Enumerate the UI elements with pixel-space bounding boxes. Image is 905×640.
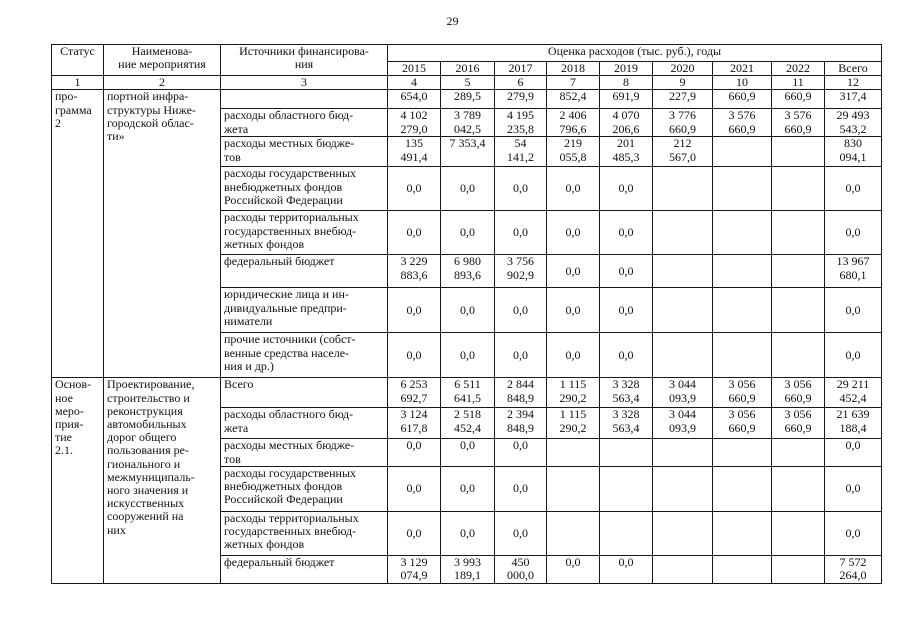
table-row	[52, 378, 882, 408]
status-cell: Основ- ное меро- прия- тие 2.1.	[52, 378, 104, 583]
value-cell: 3 044 093,9	[653, 408, 713, 439]
value-cell	[547, 439, 600, 466]
header-year-7: 2021	[713, 62, 772, 76]
value-cell	[772, 466, 825, 511]
funding-source-cell: расходы областного бюд- жета	[221, 109, 388, 137]
column-number-8: 8	[600, 76, 653, 90]
header-year-9: Всего	[825, 62, 882, 76]
value-cell	[713, 333, 772, 378]
value-cell: 3 993 189,1	[441, 555, 495, 583]
value-cell: 0,0	[495, 511, 547, 555]
value-cell	[547, 511, 600, 555]
funding-source-cell: расходы государственных внебюджетных фондов Российской Федерации	[221, 167, 388, 211]
value-cell: 0,0	[441, 167, 495, 211]
value-cell: 7 353,4	[441, 137, 495, 167]
value-cell: 3 789 042,5	[441, 109, 495, 137]
value-cell: 2 406 796,6	[547, 109, 600, 137]
column-number-4: 4	[388, 76, 441, 90]
value-cell: 0,0	[388, 511, 441, 555]
value-cell: 0,0	[825, 211, 882, 255]
value-cell	[772, 439, 825, 466]
value-cell	[713, 555, 772, 583]
value-cell: 212 567,0	[653, 137, 713, 167]
funding-source-cell: юридические лица и ин- дивидуальные предпри- ниматели	[221, 288, 388, 333]
header-status: Статус	[52, 45, 104, 76]
header-year-4: 2018	[547, 62, 600, 76]
value-cell: 3 056 660,9	[772, 378, 825, 408]
value-cell: 0,0	[825, 439, 882, 466]
value-cell: 0,0	[547, 211, 600, 255]
value-cell: 3 056 660,9	[772, 408, 825, 439]
value-cell	[772, 511, 825, 555]
funding-source-cell: расходы областного бюд- жета	[221, 408, 388, 439]
value-cell	[653, 511, 713, 555]
value-cell: 0,0	[441, 333, 495, 378]
event-name-cell: портной инфра- структуры Ниже- городской облас- ти»	[104, 90, 221, 378]
value-cell: 0,0	[825, 333, 882, 378]
column-number-2: 2	[104, 76, 221, 90]
value-cell: 29 493 543,2	[825, 109, 882, 137]
column-number-12: 12	[825, 76, 882, 90]
value-cell: 0,0	[441, 288, 495, 333]
funding-source-cell: расходы местных бюдже- тов	[221, 439, 388, 466]
page-number: 29	[446, 14, 459, 28]
value-cell: 3 576 660,9	[772, 109, 825, 137]
value-cell	[772, 255, 825, 288]
value-cell: 691,9	[600, 90, 653, 109]
value-cell: 4 070 206,6	[600, 109, 653, 137]
value-cell: 3 229 883,6	[388, 255, 441, 288]
header-estimate: Оценка расходов (тыс. руб.), годы	[388, 45, 882, 62]
column-number-11: 11	[772, 76, 825, 90]
value-cell: 0,0	[825, 167, 882, 211]
value-cell: 3 576 660,9	[713, 109, 772, 137]
value-cell: 3 756 902,9	[495, 255, 547, 288]
funding-source-cell: прочие источники (собст- венные средства населе- ния и др.)	[221, 333, 388, 378]
value-cell: 0,0	[825, 511, 882, 555]
funding-source-cell: расходы местных бюдже- тов	[221, 137, 388, 167]
value-cell: 0,0	[547, 555, 600, 583]
value-cell: 0,0	[600, 255, 653, 288]
value-cell: 29 211 452,4	[825, 378, 882, 408]
value-cell: 1 115 290,2	[547, 408, 600, 439]
value-cell	[653, 167, 713, 211]
value-cell: 0,0	[388, 466, 441, 511]
value-cell	[600, 439, 653, 466]
value-cell: 3 044 093,9	[653, 378, 713, 408]
value-cell	[713, 466, 772, 511]
value-cell: 3 056 660,9	[713, 378, 772, 408]
value-cell: 0,0	[600, 288, 653, 333]
value-cell	[713, 439, 772, 466]
value-cell: 654,0	[388, 90, 441, 109]
value-cell: 0,0	[547, 333, 600, 378]
value-cell: 2 518 452,4	[441, 408, 495, 439]
value-cell	[653, 211, 713, 255]
value-cell: 13 967 680,1	[825, 255, 882, 288]
value-cell: 0,0	[547, 288, 600, 333]
value-cell: 450 000,0	[495, 555, 547, 583]
event-name-cell: Проектирование, строительство и реконструкция автомобильных дорог общего пользования ре- гионального и межмуниципаль- ного значения и искусственных сооружений на них	[104, 378, 221, 583]
value-cell: 219 055,8	[547, 137, 600, 167]
value-cell: 0,0	[495, 466, 547, 511]
header-col-numbers-row	[52, 76, 882, 90]
header-year-6: 2020	[653, 62, 713, 76]
value-cell: 0,0	[441, 511, 495, 555]
value-cell	[713, 255, 772, 288]
value-cell	[600, 511, 653, 555]
value-cell: 0,0	[600, 211, 653, 255]
value-cell	[772, 555, 825, 583]
column-number-6: 6	[495, 76, 547, 90]
value-cell: 830 094,1	[825, 137, 882, 167]
value-cell: 201 485,3	[600, 137, 653, 167]
value-cell: 0,0	[388, 288, 441, 333]
header-year-1: 2015	[388, 62, 441, 76]
value-cell: 0,0	[388, 211, 441, 255]
value-cell: 0,0	[600, 333, 653, 378]
value-cell	[653, 555, 713, 583]
value-cell: 3 124 617,8	[388, 408, 441, 439]
budget-table	[51, 44, 882, 584]
value-cell	[653, 288, 713, 333]
value-cell: 0,0	[547, 167, 600, 211]
value-cell	[600, 466, 653, 511]
value-cell	[653, 466, 713, 511]
value-cell: 852,4	[547, 90, 600, 109]
value-cell	[713, 137, 772, 167]
value-cell: 0,0	[825, 288, 882, 333]
funding-source-cell: федеральный бюджет	[221, 255, 388, 288]
table-row	[52, 90, 882, 109]
value-cell: 317,4	[825, 90, 882, 109]
value-cell: 0,0	[547, 255, 600, 288]
value-cell: 279,9	[495, 90, 547, 109]
value-cell: 54 141,2	[495, 137, 547, 167]
value-cell	[713, 167, 772, 211]
value-cell: 135 491,4	[388, 137, 441, 167]
value-cell: 7 572 264,0	[825, 555, 882, 583]
value-cell	[772, 288, 825, 333]
funding-source-cell: расходы государственных внебюджетных фондов Российской Федерации	[221, 466, 388, 511]
funding-source-cell: расходы территориальных государственных внебюд- жетных фондов	[221, 211, 388, 255]
value-cell	[653, 333, 713, 378]
value-cell: 0,0	[441, 466, 495, 511]
column-number-1: 1	[52, 76, 104, 90]
value-cell: 0,0	[388, 439, 441, 466]
value-cell	[653, 255, 713, 288]
value-cell	[713, 211, 772, 255]
value-cell: 2 394 848,9	[495, 408, 547, 439]
value-cell: 0,0	[495, 211, 547, 255]
value-cell: 0,0	[388, 333, 441, 378]
value-cell: 1 115 290,2	[547, 378, 600, 408]
value-cell: 3 328 563,4	[600, 378, 653, 408]
value-cell	[772, 167, 825, 211]
column-number-5: 5	[441, 76, 495, 90]
value-cell: 0,0	[495, 288, 547, 333]
status-cell: про- грамма 2	[52, 90, 104, 378]
value-cell	[713, 288, 772, 333]
value-cell: 2 844 848,9	[495, 378, 547, 408]
value-cell: 6 511 641,5	[441, 378, 495, 408]
value-cell: 4 195 235,8	[495, 109, 547, 137]
value-cell: 0,0	[388, 167, 441, 211]
column-number-7: 7	[547, 76, 600, 90]
value-cell	[547, 466, 600, 511]
value-cell: 227,9	[653, 90, 713, 109]
value-cell: 21 639 188,4	[825, 408, 882, 439]
column-number-9: 9	[653, 76, 713, 90]
value-cell: 0,0	[600, 555, 653, 583]
value-cell: 3 328 563,4	[600, 408, 653, 439]
funding-source-cell	[221, 90, 388, 109]
value-cell: 3 056 660,9	[713, 408, 772, 439]
value-cell	[653, 439, 713, 466]
value-cell: 660,9	[772, 90, 825, 109]
value-cell: 0,0	[441, 439, 495, 466]
value-cell: 3 776 660,9	[653, 109, 713, 137]
funding-source-cell: Всего	[221, 378, 388, 408]
header-row-1	[52, 45, 882, 62]
column-number-3: 3	[221, 76, 388, 90]
value-cell	[713, 511, 772, 555]
funding-source-cell: расходы территориальных государственных внебюд- жетных фондов	[221, 511, 388, 555]
value-cell	[772, 137, 825, 167]
value-cell: 0,0	[495, 333, 547, 378]
value-cell: 0,0	[495, 439, 547, 466]
value-cell: 0,0	[825, 466, 882, 511]
header-year-5: 2019	[600, 62, 653, 76]
value-cell	[772, 333, 825, 378]
value-cell: 3 129 074,9	[388, 555, 441, 583]
header-year-3: 2017	[495, 62, 547, 76]
funding-source-cell: федеральный бюджет	[221, 555, 388, 583]
value-cell: 660,9	[713, 90, 772, 109]
value-cell: 0,0	[441, 211, 495, 255]
header-year-8: 2022	[772, 62, 825, 76]
value-cell: 6 980 893,6	[441, 255, 495, 288]
value-cell: 289,5	[441, 90, 495, 109]
value-cell	[772, 211, 825, 255]
value-cell: 0,0	[600, 167, 653, 211]
value-cell: 4 102 279,0	[388, 109, 441, 137]
header-name: Наименова- ние мероприятия	[104, 45, 221, 76]
value-cell: 0,0	[495, 167, 547, 211]
header-sources: Источники финансирова- ния	[221, 45, 388, 76]
header-year-2: 2016	[441, 62, 495, 76]
value-cell: 6 253 692,7	[388, 378, 441, 408]
column-number-10: 10	[713, 76, 772, 90]
